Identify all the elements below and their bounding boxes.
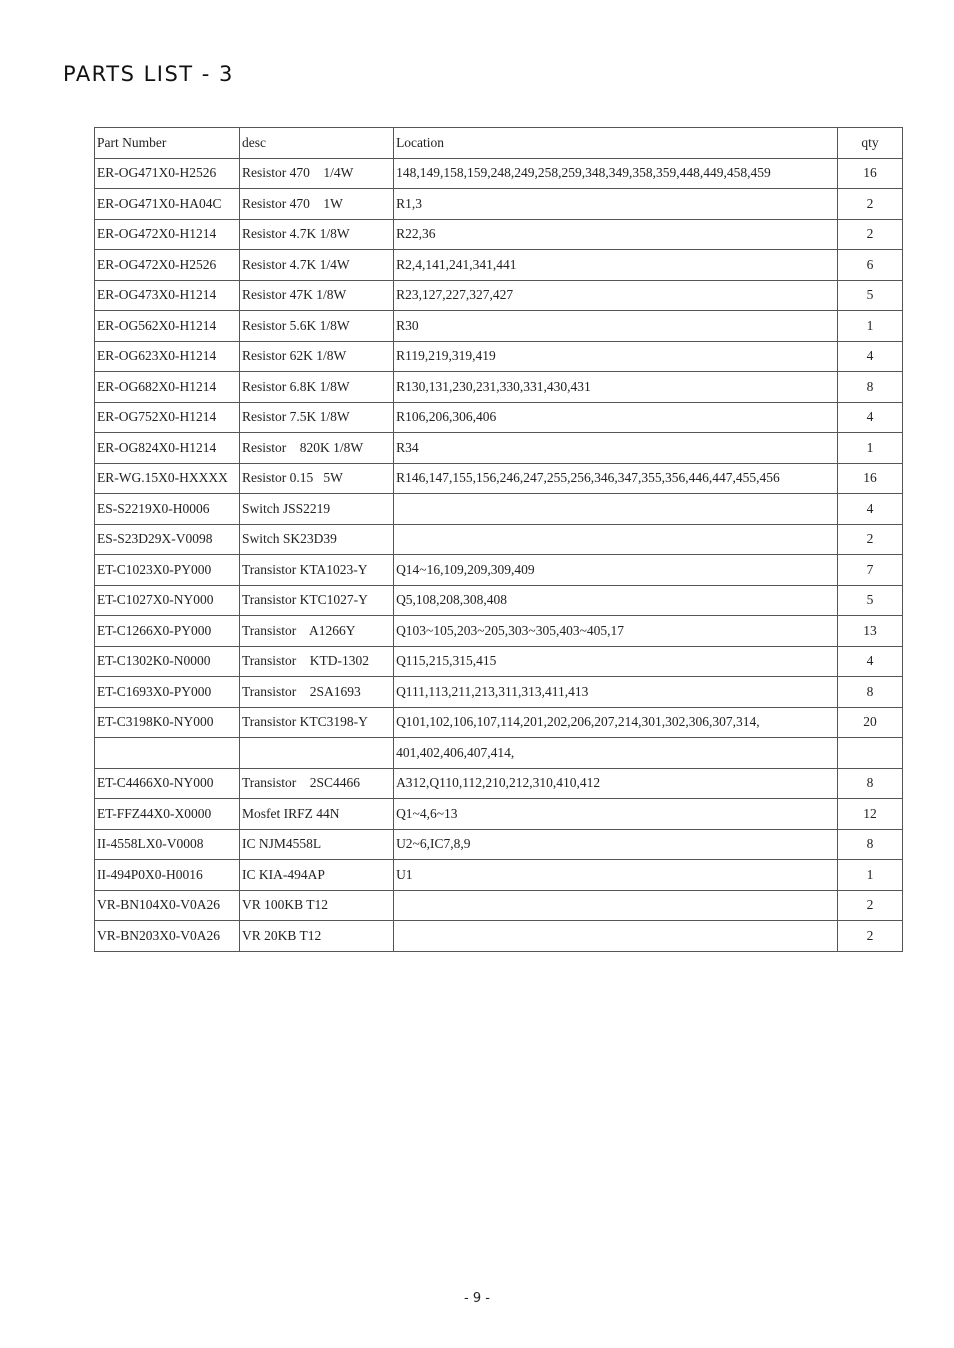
cell-qty: 4: [838, 341, 903, 372]
cell-desc: Transistor KTA1023-Y: [239, 555, 393, 586]
cell-location: [394, 494, 838, 525]
cell-qty: 2: [838, 890, 903, 921]
cell-location: R22,36: [394, 219, 838, 250]
cell-qty: 7: [838, 555, 903, 586]
cell-part-number: ET-C1023X0-PY000: [95, 555, 240, 586]
cell-part-number: ES-S23D29X-V0098: [95, 524, 240, 555]
cell-desc: VR 100KB T12: [239, 890, 393, 921]
cell-qty: 5: [838, 280, 903, 311]
cell-desc: Transistor KTC1027-Y: [239, 585, 393, 616]
cell-qty: 2: [838, 524, 903, 555]
table-row: [95, 250, 903, 281]
cell-location: Q115,215,315,415: [394, 646, 838, 677]
cell-part-number: ET-C3198K0-NY000: [95, 707, 240, 738]
cell-desc: Resistor 4.7K 1/4W: [239, 250, 393, 281]
cell-location: [394, 921, 838, 952]
cell-desc: Switch SK23D39: [239, 524, 393, 555]
table-row: [95, 463, 903, 494]
cell-desc: Transistor KTC3198-Y: [239, 707, 393, 738]
cell-location: R130,131,230,231,330,331,430,431: [394, 372, 838, 403]
cell-location: A312,Q110,112,210,212,310,410,412: [394, 768, 838, 799]
cell-qty: 16: [838, 463, 903, 494]
cell-desc: Resistor 0.15 5W: [239, 463, 393, 494]
cell-location: R1,3: [394, 189, 838, 220]
cell-qty: 4: [838, 402, 903, 433]
table-row: [95, 707, 903, 738]
table-row: [95, 341, 903, 372]
cell-qty: 8: [838, 372, 903, 403]
cell-qty: 5: [838, 585, 903, 616]
cell-qty: 8: [838, 677, 903, 708]
cell-qty: 4: [838, 494, 903, 525]
cell-location: 148,149,158,159,248,249,258,259,348,349,358,359,448,449,458,459: [394, 158, 838, 189]
cell-qty: 8: [838, 768, 903, 799]
cell-location: [394, 890, 838, 921]
cell-location: Q101,102,106,107,114,201,202,206,207,214,301,302,306,307,314,: [394, 707, 838, 738]
cell-location: U1: [394, 860, 838, 891]
table-row: [95, 494, 903, 525]
cell-desc: Transistor A1266Y: [239, 616, 393, 647]
cell-location: R2,4,141,241,341,441: [394, 250, 838, 281]
cell-desc: Switch JSS2219: [239, 494, 393, 525]
cell-desc: Resistor 7.5K 1/8W: [239, 402, 393, 433]
cell-desc: Resistor 470 1/4W: [239, 158, 393, 189]
cell-desc: Resistor 470 1W: [239, 189, 393, 220]
table-row: [95, 158, 903, 189]
table-row: [95, 219, 903, 250]
cell-desc: VR 20KB T12: [239, 921, 393, 952]
cell-qty: 13: [838, 616, 903, 647]
table-header-row: [95, 128, 903, 159]
table-row: [95, 616, 903, 647]
cell-part-number: [95, 738, 240, 769]
table-row: [95, 677, 903, 708]
cell-qty: 6: [838, 250, 903, 281]
cell-desc: Resistor 47K 1/8W: [239, 280, 393, 311]
cell-qty: 2: [838, 189, 903, 220]
cell-qty: 2: [838, 219, 903, 250]
parts-table: [94, 127, 903, 952]
table-row: [95, 860, 903, 891]
cell-part-number: II-4558LX0-V0008: [95, 829, 240, 860]
cell-qty: 1: [838, 433, 903, 464]
cell-part-number: ET-C1693X0-PY000: [95, 677, 240, 708]
header-desc: desc: [239, 128, 393, 159]
cell-location: R23,127,227,327,427: [394, 280, 838, 311]
table-row: [95, 433, 903, 464]
cell-desc: Transistor KTD-1302: [239, 646, 393, 677]
cell-location: R146,147,155,156,246,247,255,256,346,347,355,356,446,447,455,456: [394, 463, 838, 494]
cell-qty: 16: [838, 158, 903, 189]
cell-part-number: ET-C4466X0-NY000: [95, 768, 240, 799]
cell-location: U2~6,IC7,8,9: [394, 829, 838, 860]
cell-desc: Resistor 820K 1/8W: [239, 433, 393, 464]
cell-part-number: ET-C1027X0-NY000: [95, 585, 240, 616]
cell-desc: IC NJM4558L: [239, 829, 393, 860]
cell-desc: IC KIA-494AP: [239, 860, 393, 891]
cell-desc: Transistor 2SC4466: [239, 768, 393, 799]
cell-location: [394, 524, 838, 555]
cell-part-number: VR-BN203X0-V0A26: [95, 921, 240, 952]
header-qty: qty: [838, 128, 903, 159]
header-part-number: Part Number: [95, 128, 240, 159]
cell-qty: 20: [838, 707, 903, 738]
table-row: [95, 585, 903, 616]
table-row: [95, 311, 903, 342]
page-title: PARTS LIST - 3: [63, 62, 234, 86]
table-row: [95, 768, 903, 799]
header-location: Location: [394, 128, 838, 159]
cell-location: Q111,113,211,213,311,313,411,413: [394, 677, 838, 708]
cell-location: Q14~16,109,209,309,409: [394, 555, 838, 586]
table-row: [95, 646, 903, 677]
cell-qty: 1: [838, 860, 903, 891]
cell-desc: Resistor 4.7K 1/8W: [239, 219, 393, 250]
cell-location: R34: [394, 433, 838, 464]
cell-location: 401,402,406,407,414,: [394, 738, 838, 769]
cell-desc: Resistor 6.8K 1/8W: [239, 372, 393, 403]
table-row: [95, 829, 903, 860]
table-row: [95, 280, 903, 311]
cell-part-number: ER-OG623X0-H1214: [95, 341, 240, 372]
table-row: [95, 372, 903, 403]
table-row: [95, 890, 903, 921]
cell-qty: 1: [838, 311, 903, 342]
cell-part-number: ER-OG472X0-H2526: [95, 250, 240, 281]
cell-qty: 4: [838, 646, 903, 677]
cell-location: R119,219,319,419: [394, 341, 838, 372]
cell-part-number: ET-FFZ44X0-X0000: [95, 799, 240, 830]
cell-part-number: ER-OG682X0-H1214: [95, 372, 240, 403]
cell-desc: [239, 738, 393, 769]
cell-part-number: ER-OG824X0-H1214: [95, 433, 240, 464]
table-row: [95, 402, 903, 433]
cell-part-number: II-494P0X0-H0016: [95, 860, 240, 891]
cell-qty: 12: [838, 799, 903, 830]
cell-part-number: ET-C1266X0-PY000: [95, 616, 240, 647]
cell-desc: Resistor 5.6K 1/8W: [239, 311, 393, 342]
cell-qty: 2: [838, 921, 903, 952]
table-row: [95, 921, 903, 952]
cell-qty: [838, 738, 903, 769]
cell-part-number: ER-OG562X0-H1214: [95, 311, 240, 342]
cell-desc: Transistor 2SA1693: [239, 677, 393, 708]
cell-location: Q103~105,203~205,303~305,403~405,17: [394, 616, 838, 647]
cell-part-number: ER-OG472X0-H1214: [95, 219, 240, 250]
table-row: [95, 738, 903, 769]
cell-location: R106,206,306,406: [394, 402, 838, 433]
cell-location: Q1~4,6~13: [394, 799, 838, 830]
cell-location: Q5,108,208,308,408: [394, 585, 838, 616]
cell-part-number: ER-OG473X0-H1214: [95, 280, 240, 311]
cell-part-number: ER-OG471X0-HA04C: [95, 189, 240, 220]
cell-part-number: ER-OG471X0-H2526: [95, 158, 240, 189]
table-row: [95, 189, 903, 220]
table-row: [95, 799, 903, 830]
cell-part-number: ET-C1302K0-N0000: [95, 646, 240, 677]
cell-part-number: ER-OG752X0-H1214: [95, 402, 240, 433]
table-row: [95, 555, 903, 586]
cell-part-number: ES-S2219X0-H0006: [95, 494, 240, 525]
page-number: - 9 -: [464, 1291, 490, 1306]
cell-part-number: ER-WG.15X0-HXXXX: [95, 463, 240, 494]
cell-desc: Mosfet IRFZ 44N: [239, 799, 393, 830]
cell-part-number: VR-BN104X0-V0A26: [95, 890, 240, 921]
cell-qty: 8: [838, 829, 903, 860]
cell-location: R30: [394, 311, 838, 342]
cell-desc: Resistor 62K 1/8W: [239, 341, 393, 372]
table-row: [95, 524, 903, 555]
